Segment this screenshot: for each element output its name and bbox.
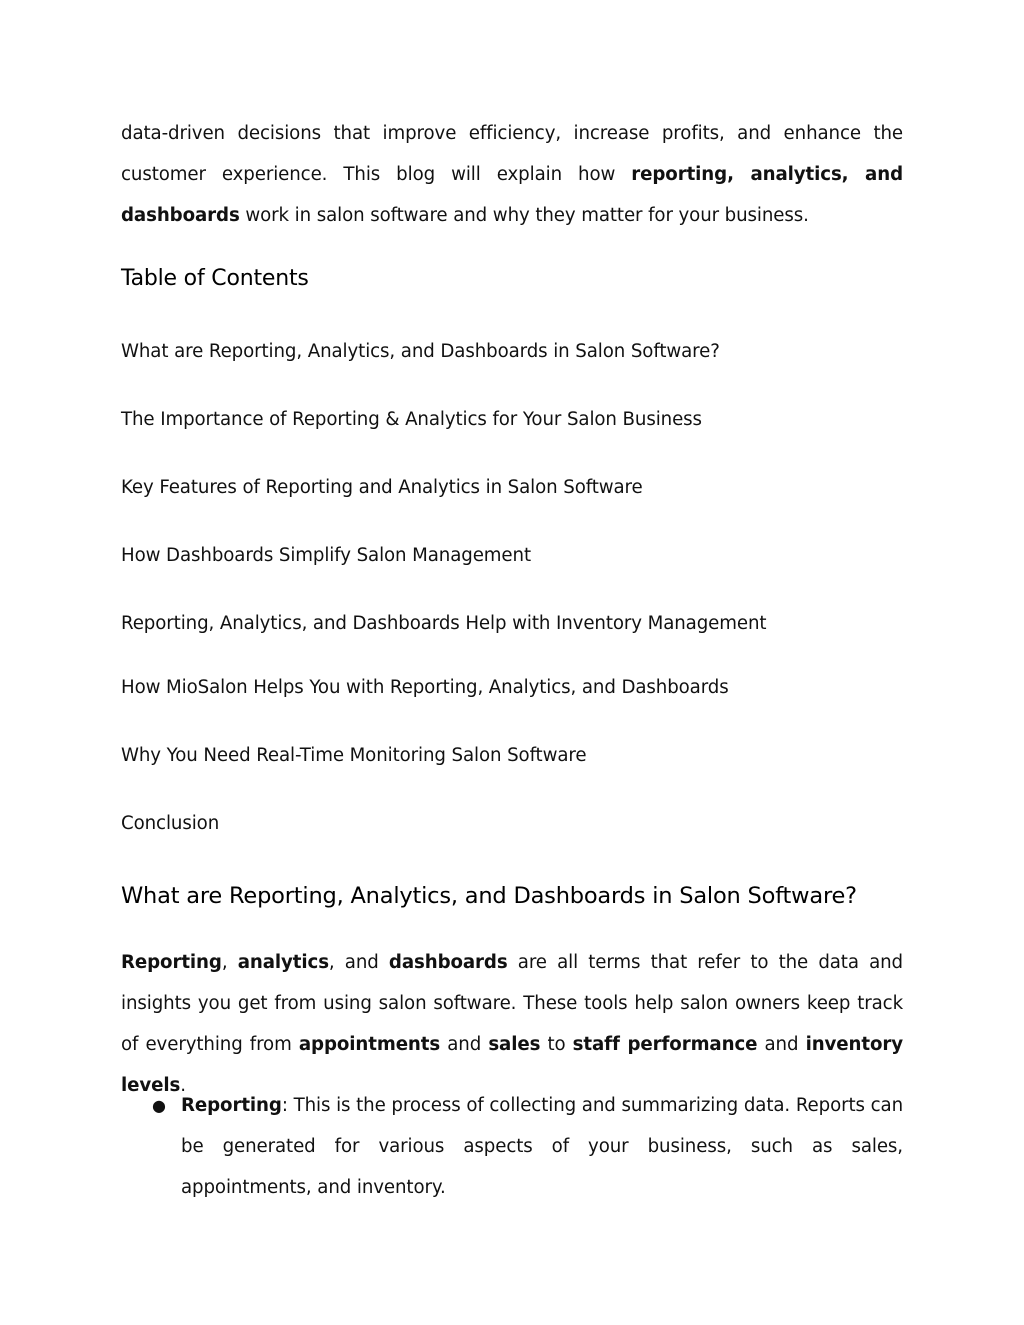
toc-item-8[interactable]: Conclusion [121,813,220,834]
intro-bold-1: reporting, analytics, and dashboards [121,164,903,226]
section-heading: What are Reporting, Analytics, and Dashboards in Salon Software? [121,883,857,909]
intro-paragraph [121,113,903,236]
bold-analytics: analytics [237,952,329,973]
text-span: and [440,1034,489,1055]
bullet-list [121,1085,903,1208]
bold-staff-performance: staff performance [572,1034,758,1055]
bullet-icon: ● [152,1096,166,1115]
bold-reporting: Reporting [121,952,222,973]
toc-item-1[interactable]: What are Reporting, Analytics, and Dashboards in Salon Software? [121,341,720,362]
toc-item-3[interactable]: Key Features of Reporting and Analytics in Salon Software [121,477,643,498]
intro-text-1: data-driven decisions that improve efficiency, increase profits, and enhance the customer experience. This blog will explain how [121,123,903,185]
toc-item-2[interactable]: The Importance of Reporting & Analytics for Your Salon Business [121,409,702,430]
toc-item-7[interactable]: Why You Need Real-Time Monitoring Salon Software [121,745,587,766]
toc-item-6[interactable]: How MioSalon Helps You with Reporting, Analytics, and Dashboards [121,677,729,698]
bold-inventory-levels: inventory levels [121,1034,903,1096]
bullet-text: : This is the process of collecting and summarizing data. Reports can be generated for various aspects of your business, such as sales, appointments, and inventory. [181,1095,903,1198]
text-span: . [180,1075,186,1096]
text-span: , and [328,952,389,973]
toc-heading: Table of Contents [121,266,309,291]
section-paragraph [121,942,903,1106]
toc-item-4[interactable]: How Dashboards Simplify Salon Management [121,545,531,566]
text-span: and [757,1034,806,1055]
text-span: to [540,1034,573,1055]
bold-dashboards: dashboards [388,952,508,973]
bold-sales: sales [488,1034,541,1055]
intro-text-2: work in salon software and why they matter for your business. [239,205,809,226]
bullet-term: Reporting [181,1095,282,1116]
toc-item-5[interactable]: Reporting, Analytics, and Dashboards Help with Inventory Management [121,613,767,634]
list-item [121,1085,903,1208]
bold-appointments: appointments [298,1034,441,1055]
text-span: , [221,952,238,973]
text-span: are all terms that refer to the data and insights you get from using salon software. These tools help salon owners keep track of everything from [121,952,903,1055]
